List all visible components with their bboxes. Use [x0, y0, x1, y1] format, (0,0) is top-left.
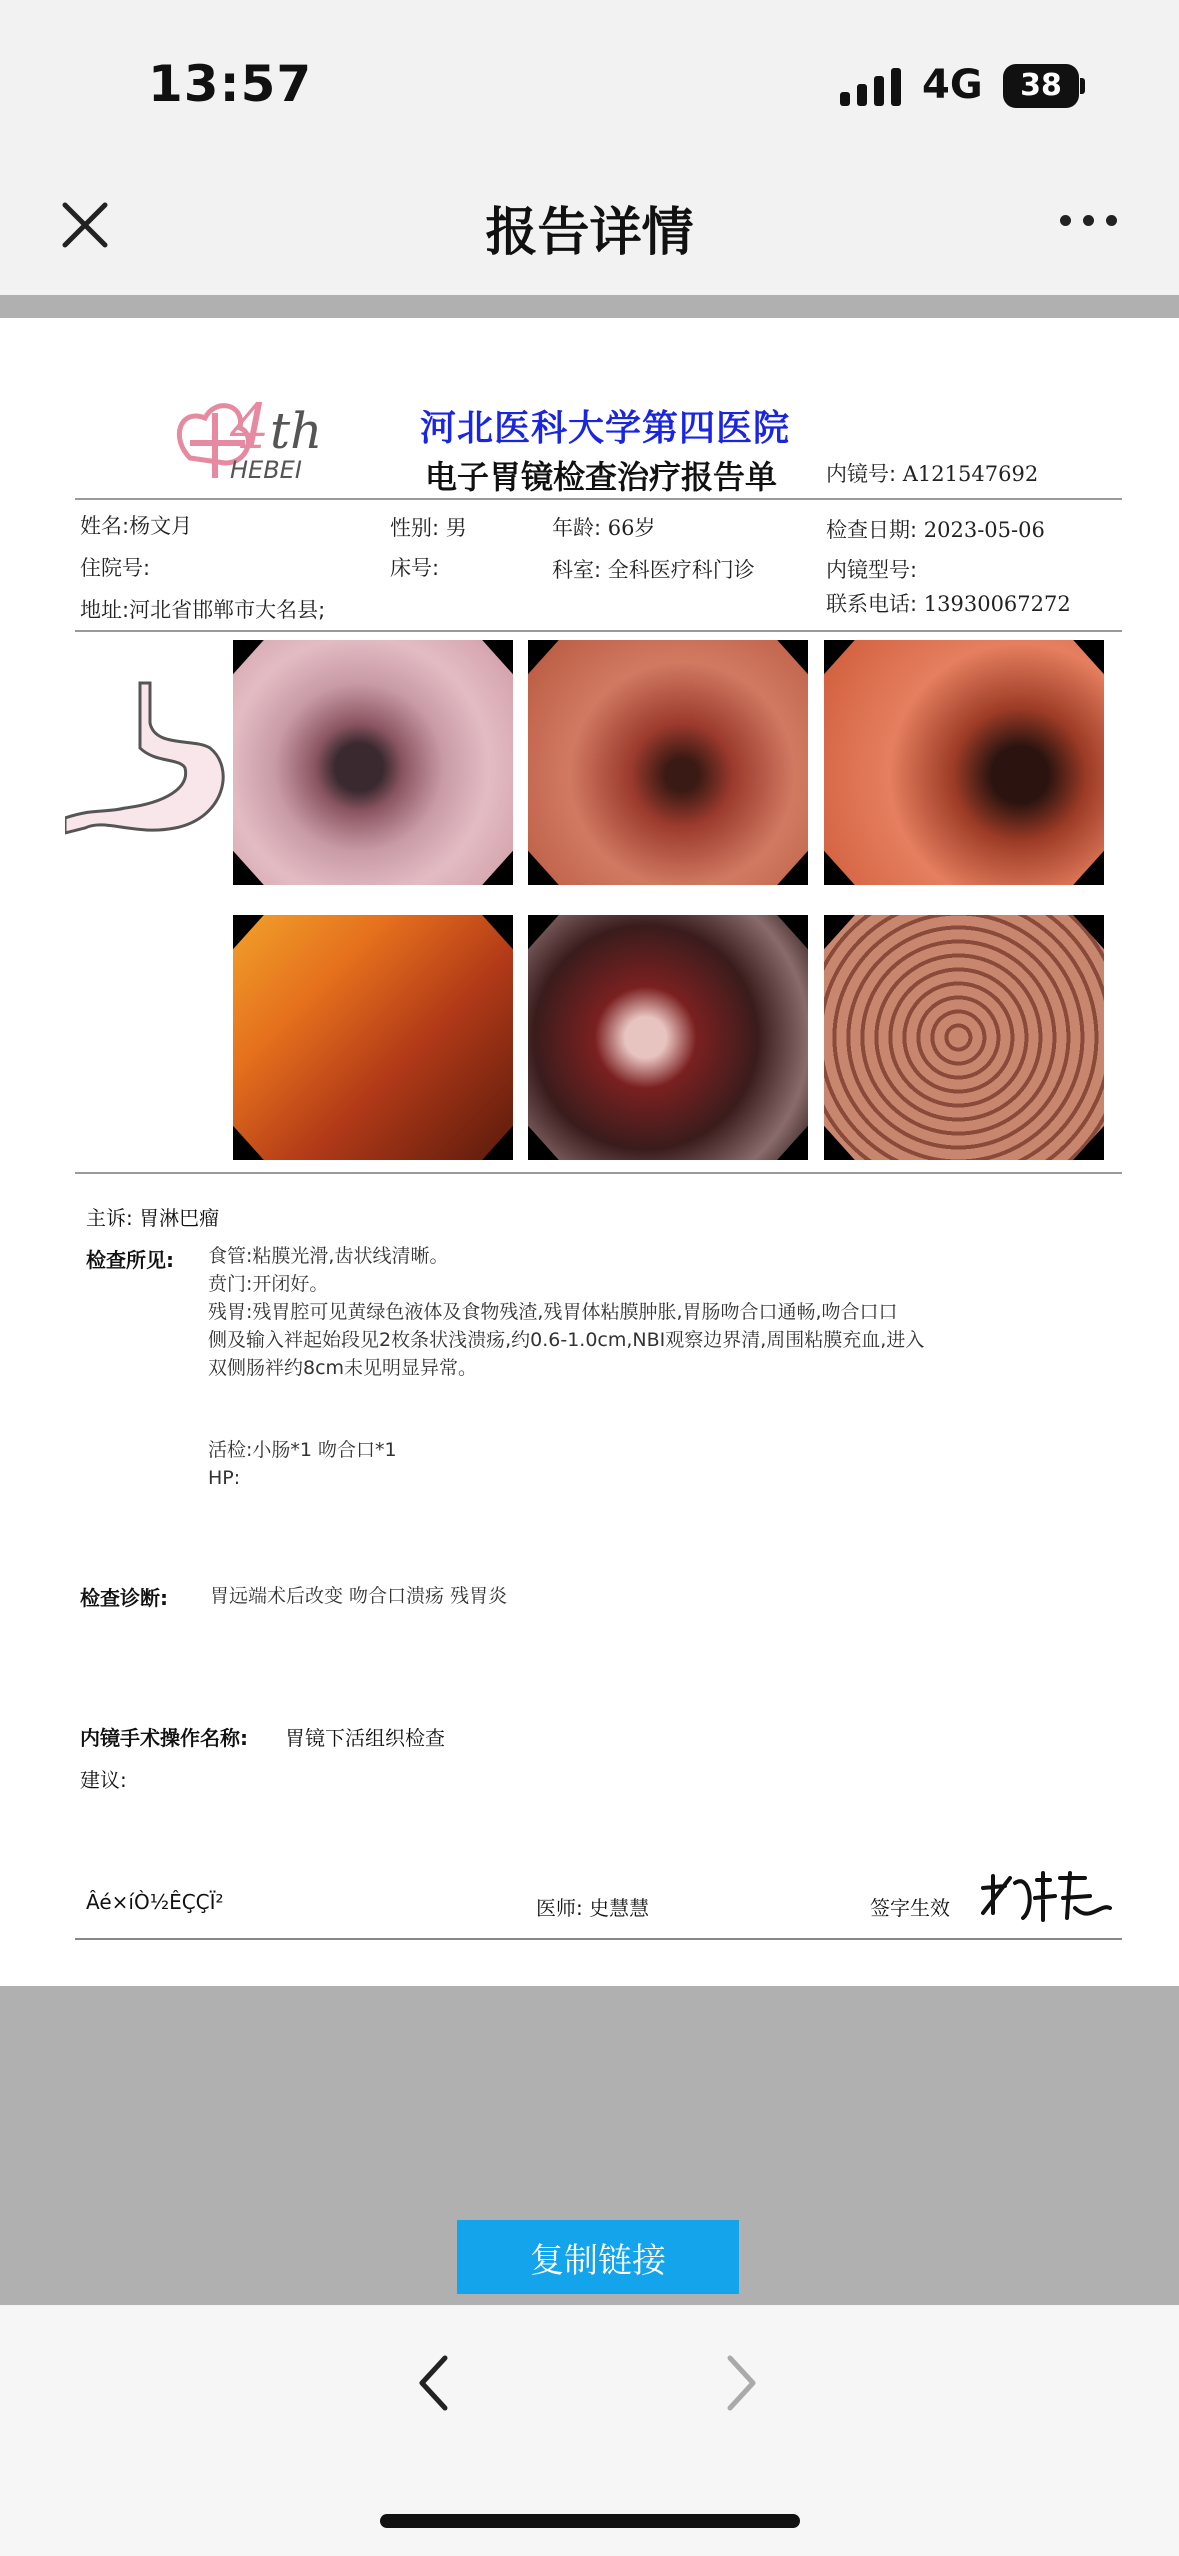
- complaint: 主诉: 胃淋巴瘤: [86, 1206, 220, 1230]
- report-document: [0, 318, 1179, 1986]
- patient-age: 年龄: 66岁: [552, 516, 656, 540]
- home-indicator[interactable]: [380, 2514, 800, 2528]
- procedure: 胃镜下活组织检查: [285, 1726, 445, 1750]
- scope-model: 内镜型号:: [826, 558, 918, 582]
- findings-line: 食管:粘膜光滑,齿状线清晰。: [208, 1245, 449, 1267]
- report-title: 电子胃镜检查治疗报告单: [425, 458, 778, 496]
- garbled-footer-text: Âé×íÒ½ÊÇÇÏ²: [86, 1890, 224, 1914]
- bed-number: 床号:: [390, 556, 440, 580]
- hospital-name: 河北医科大学第四医院: [420, 408, 791, 449]
- inpatient-number: 住院号:: [80, 556, 151, 580]
- page-title: 报告详情: [485, 203, 694, 263]
- sign-label: 签字生效: [870, 1896, 950, 1920]
- diagnosis: 胃远端术后改变 吻合口溃疡 残胃炎: [210, 1585, 508, 1607]
- divider: [75, 630, 1122, 632]
- endoscope-number: 内镜号: A121547692: [826, 462, 1039, 486]
- findings-label: 检查所见:: [86, 1248, 174, 1272]
- battery-nub: [1080, 78, 1085, 94]
- endoscopy-image-intestine: [824, 915, 1104, 1160]
- procedure-label: 内镜手术操作名称:: [80, 1726, 248, 1750]
- copy-link-button[interactable]: 复制链接: [457, 2220, 739, 2294]
- hp-result: HP:: [208, 1467, 241, 1489]
- divider: [75, 498, 1122, 500]
- department: 科室: 全科医疗科门诊: [552, 558, 755, 582]
- endoscopy-image-cardia: [528, 640, 808, 885]
- battery-icon: 38: [1003, 64, 1079, 108]
- more-icon[interactable]: [1060, 215, 1130, 235]
- status-time: 13:57: [148, 55, 313, 113]
- endoscopy-image-anastomosis: [233, 915, 513, 1160]
- svg-text:HEBEI: HEBEI: [230, 456, 302, 484]
- stomach-diagram: [65, 678, 235, 848]
- svg-text:th: th: [270, 402, 323, 460]
- divider: [75, 1172, 1122, 1174]
- forward-arrow-icon[interactable]: [715, 2348, 765, 2418]
- doctor-signature: [975, 1868, 1115, 1928]
- divider: [75, 1938, 1122, 1940]
- findings-line: 双侧肠袢约8cm未见明显异常。: [208, 1357, 478, 1379]
- address: 地址:河北省邯郸市大名县;: [80, 598, 326, 622]
- diagnosis-label: 检查诊断:: [80, 1586, 168, 1610]
- network-type: 4G: [922, 62, 983, 108]
- biopsy: 活检:小肠*1 吻合口*1: [208, 1439, 397, 1461]
- endoscopy-image-esophagus: [233, 640, 513, 885]
- doctor: 医师: 史慧慧: [536, 1896, 650, 1920]
- exam-date: 检查日期: 2023-05-06: [826, 518, 1045, 542]
- back-arrow-icon[interactable]: [410, 2348, 460, 2418]
- advice-label: 建议:: [80, 1768, 127, 1792]
- endoscopy-image-remnant-stomach: [824, 640, 1104, 885]
- patient-gender: 性别: 男: [390, 516, 467, 540]
- cellular-signal-icon: [840, 68, 901, 106]
- findings-line: 侧及输入袢起始段见2枚条状浅溃疡,约0.6-1.0cm,NBI观察边界清,周围粘膜充血,进入: [208, 1329, 925, 1351]
- hospital-logo: [160, 378, 350, 498]
- status-bar: [0, 0, 1179, 170]
- phone: 联系电话: 13930067272: [826, 592, 1071, 616]
- endoscopy-image-ulcer-nbi: [528, 915, 808, 1160]
- patient-name: 姓名:杨文月: [80, 514, 193, 538]
- svg-text:4: 4: [230, 390, 270, 463]
- findings-line: 贲门:开闭好。: [208, 1273, 329, 1295]
- findings-line: 残胃:残胃腔可见黄绿色液体及食物残渣,残胃体粘膜肿胀,胃肠吻合口通畅,吻合口口: [208, 1301, 898, 1323]
